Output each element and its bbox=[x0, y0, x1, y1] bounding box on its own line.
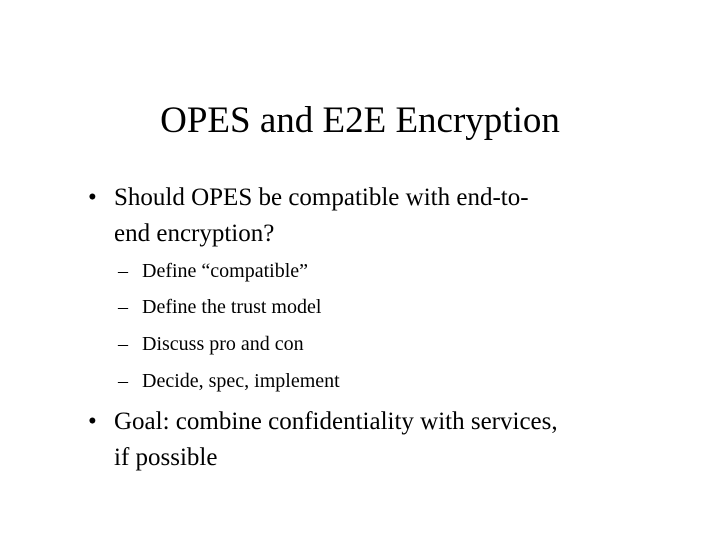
bullet-text-line-1: Should OPES be compatible with end-to- bbox=[114, 184, 529, 211]
bullet-text-line-2: if possible bbox=[114, 444, 218, 471]
bullet-text-line-1: Goal: combine confidentiality with services, bbox=[114, 408, 558, 435]
dash-icon: – bbox=[118, 260, 128, 282]
bullet-icon: • bbox=[88, 408, 97, 435]
sub-bullet-decide-spec bbox=[118, 368, 618, 394]
dash-icon: – bbox=[118, 296, 128, 318]
bullet-item-goal bbox=[88, 404, 648, 476]
sub-bullet-text: Define “compatible” bbox=[142, 260, 309, 282]
sub-bullet-text: Decide, spec, implement bbox=[142, 370, 340, 392]
bullet-text-line-2: end encryption? bbox=[114, 220, 275, 247]
sub-bullet-text: Define the trust model bbox=[142, 296, 322, 318]
dash-icon: – bbox=[118, 333, 128, 355]
sub-bullet-text: Discuss pro and con bbox=[142, 333, 304, 355]
sub-bullet-define-compatible bbox=[118, 258, 618, 284]
bullet-icon: • bbox=[88, 184, 97, 211]
sub-bullet-pro-con bbox=[118, 331, 618, 357]
dash-icon: – bbox=[118, 370, 128, 392]
slide-title: OPES and E2E Encryption bbox=[160, 100, 560, 141]
sub-bullet-trust-model bbox=[118, 294, 618, 320]
bullet-item-compatibility bbox=[88, 180, 648, 252]
